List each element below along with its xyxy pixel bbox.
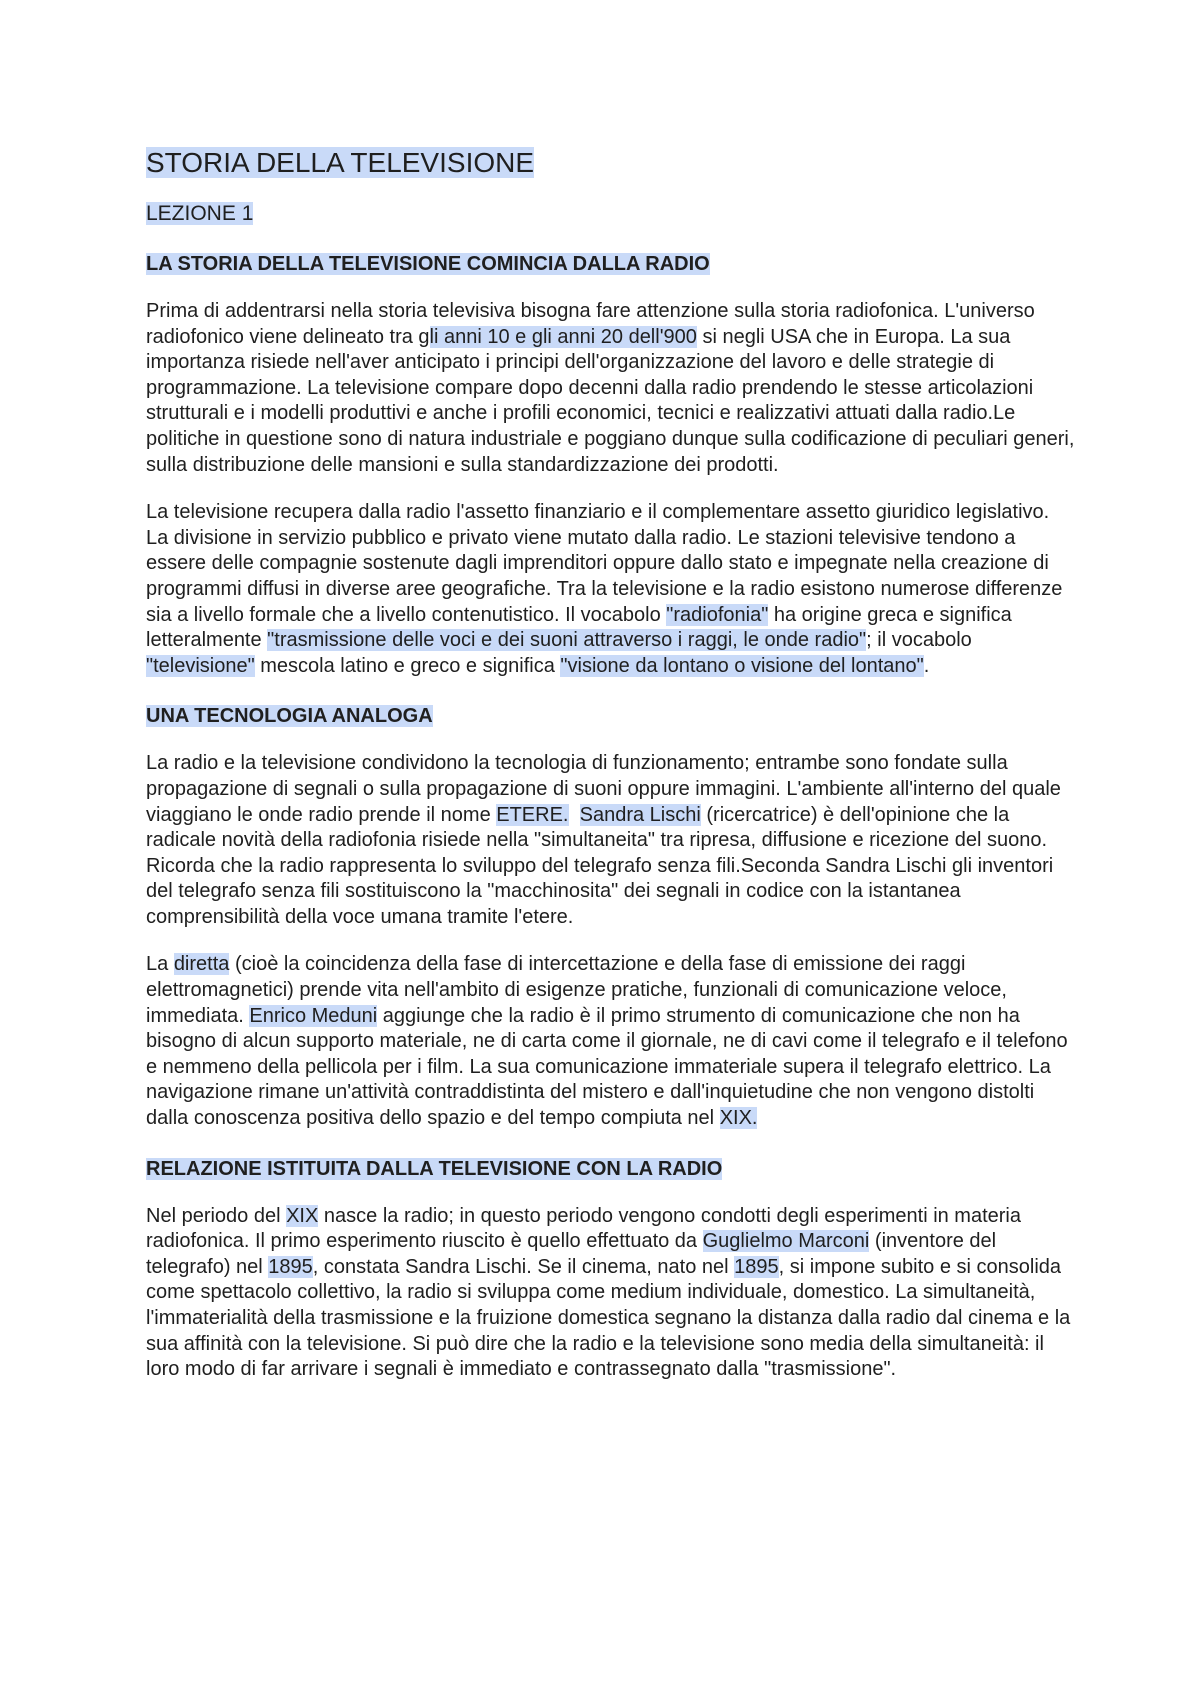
- highlight: "televisione": [146, 654, 255, 677]
- paragraph: [146, 751, 1076, 930]
- highlight: Guglielmo Marconi: [702, 1230, 870, 1253]
- section-heading-radio-history: [146, 249, 1076, 279]
- text: .: [923, 654, 930, 677]
- document-body: [146, 145, 1076, 1405]
- text: (inventore del telegrafo) nel: [146, 1230, 997, 1278]
- section-heading-text: UNA TECNOLOGIA ANALOGA: [146, 705, 433, 728]
- highlight: 1895: [734, 1255, 779, 1278]
- section-heading-relation: [146, 1154, 1076, 1184]
- text: si negli USA che in Europa. La sua importanza risiede nell'aver anticipato i principi dell'organizzazione del lavoro e delle strategie di programmazione. La televisione compare dopo decenni dalla radio prendendo le stesse articolazioni strutturali e i modelli produttivi e anche i profili economici, tecnici e realizzativi attuati dalla radio.Le politiche in questione sono di natura industriale e poggiano dunque sulla codificazione di peculiari generi, sulla distribuzione delle mansioni e sulla standardizzazione dei prodotti.: [146, 325, 1075, 476]
- text: ; il vocabolo: [866, 629, 972, 652]
- text: Nel periodo del: [146, 1204, 287, 1227]
- highlight: "trasmissione delle voci e dei suoni attraverso i raggi, le onde radio": [267, 629, 867, 652]
- lesson-text: LEZIONE 1: [146, 202, 254, 225]
- title-text: STORIA DELLA TELEVISIONE: [146, 147, 535, 178]
- text: nasce la radio; in questo periodo vengono condotti degli esperimenti in materia radiofonica. Il primo esperimento riuscito è quello effettuato da: [146, 1204, 1021, 1253]
- section-heading-text: LA STORIA DELLA TELEVISIONE COMINCIA DALLA RADIO: [146, 253, 710, 275]
- paragraph: [146, 500, 1076, 679]
- section-heading-text: RELAZIONE ISTITUITA DALLA TELEVISIONE CON LA RADIO: [146, 1157, 723, 1180]
- paragraph: [146, 952, 1076, 1131]
- highlight: Sandra Lischi: [579, 803, 701, 826]
- text: La radio e la televisione condividono la tecnologia di funzionamento; entrambe sono fondate sulla propagazione di segnali o sulla propagazione di suoni oppure immagini. L'ambiente all'interno del quale viaggiano le onde radio prende il nome: [146, 752, 1061, 826]
- highlight: ETERE.: [496, 803, 569, 826]
- text: Prima di addentrarsi nella storia televisiva bisogna fare attenzione sulla storia radiofonica. L'universo radiofonico viene delineato tra g: [146, 300, 1035, 348]
- text: , constata Sandra Lischi. Se il cinema, nato nel: [312, 1255, 735, 1278]
- section-heading-technology: [146, 701, 1076, 731]
- text: [569, 804, 580, 826]
- highlight: diretta: [173, 953, 230, 976]
- text: La: [146, 953, 174, 976]
- paragraph: [146, 299, 1076, 478]
- text: aggiunge che la radio è il primo strumento di comunicazione che non ha bisogno di alcun supporto materiale, ne di carta come il giornale, ne di cavi come il telegrafo e il telefono e nemmeno della pellicola per i film. La sua comunicazione immateriale supera il telegrafo elettrico. La navigazione rimane un'attività contraddistinta del mistero e dall'inquietudine che non vengono distolti dalla conoscenza positiva dello spazio e del tempo compiuta nel: [146, 1004, 1068, 1130]
- text: ha origine greca e significa letteralmente: [146, 603, 1012, 652]
- text: (ricercatrice) è dell'opinione che la radicale novità della radiofonia risiede nella "simultaneita" tra ripresa, diffusione e ricezione del suono. Ricorda che la radio rappresenta lo sviluppo del telegrafo senza fili.Seconda Sandra Lischi gli inventori del telegrafo senza fili sostituiscono la "macchinosita" dei segnali in codice con la istantanea comprensibilità della voce umana tramite l'etere.: [146, 803, 1054, 928]
- text: , si impone subito e si consolida come spettacolo collettivo, la radio si sviluppa come medium individuale, domestico. La simultaneità, l'immaterialità della trasmissione e la fruizione domestica segnano la distanza dalla radio dal cinema e la sua affinità con la televisione. Si può dire che la radio e la televisione sono media della simultaneità: il loro modo di far arrivare i segnali è immediato e contrassegnato dalla "trasmissione".: [146, 1255, 1071, 1381]
- lesson-label: [146, 199, 1076, 229]
- highlight: XIX: [286, 1204, 319, 1227]
- highlight: Enrico Meduni: [249, 1004, 378, 1027]
- highlight: XIX.: [719, 1107, 758, 1130]
- highlight: 1895: [268, 1255, 313, 1278]
- paragraph: [146, 1204, 1076, 1383]
- text: mescola latino e greco e significa: [254, 654, 561, 677]
- highlight: "visione da lontano o visione del lontano": [560, 654, 924, 677]
- text: La televisione recupera dalla radio l'assetto finanziario e il complementare assetto giuridico legislativo. La divisione in servizio pubblico e privato viene mutato dalla radio. Le stazioni televisive tendono a essere delle compagnie sostenute dagli imprenditori oppure dallo stato e impegnate nella creazione di programmi diffusi in diverse aree geografiche. Tra la televisione e la radio esistono numerose differenze sia a livello formale che a livello contenutistico. Il vocabolo: [146, 501, 1063, 626]
- document-title: [146, 145, 1076, 181]
- highlight: li anni 10 e gli anni 20 dell'900: [429, 325, 697, 348]
- highlight: "radiofonia": [666, 603, 769, 626]
- text: (cioè la coincidenza della fase di intercettazione e della fase di emissione dei raggi elettromagnetici) prende vita nell'ambito di esigenze pratiche, funzionali di comunicazione veloce, immediata.: [146, 953, 1007, 1027]
